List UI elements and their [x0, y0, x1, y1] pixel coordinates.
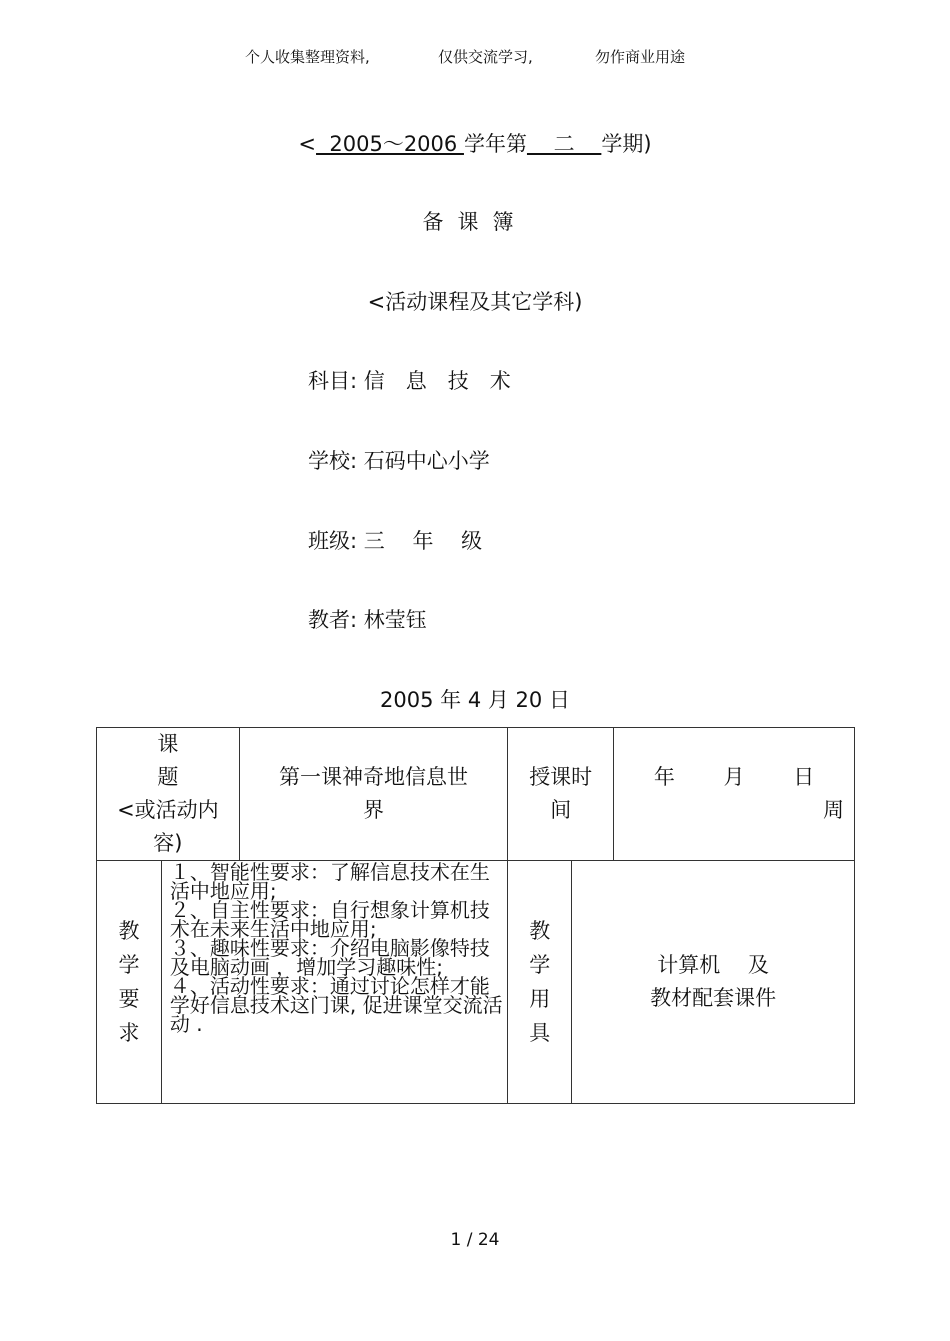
- term-number: 二: [526, 132, 602, 156]
- teacher-value: 林莹钰: [363, 608, 427, 632]
- tools-value-line: 计算机 及: [657, 953, 769, 977]
- requirements-cell: [161, 861, 507, 1104]
- requirement-item: １、智能性要求：了解信息技术在生活中地应用;: [169, 860, 490, 903]
- subject-field: [308, 365, 511, 395]
- tools-label-char: 学: [529, 953, 551, 977]
- time-label-cell: [508, 728, 614, 861]
- requirements-label-cell: [97, 861, 162, 1104]
- class-field: [308, 525, 482, 555]
- requirement-item: ４、活动性要求：通过讨论怎样才能学好信息技术这门课, 促进课堂交流活动 .: [169, 974, 503, 1036]
- term-suffix: 学期): [601, 132, 652, 156]
- lesson-plan-table: [96, 727, 855, 1104]
- topic-label-line: 容): [153, 831, 183, 855]
- topic-label-line: 课: [157, 732, 179, 756]
- topic-value-cell: [239, 728, 508, 861]
- teacher-label: 教者:: [308, 608, 358, 632]
- subject-value: 信 息 技 术: [363, 369, 511, 393]
- header-note-1: 个人收集整理资料,: [245, 48, 370, 66]
- topic-value-line: 第一课神奇地信息世: [279, 765, 469, 789]
- school-label: 学校:: [308, 449, 358, 473]
- table-row: [97, 728, 855, 861]
- class-value: 三 年 级: [363, 529, 483, 553]
- time-label-line: 授课时: [529, 765, 593, 789]
- requirement-item: ２、自主性要求：自行想象计算机技术在未来生活中地应用;: [169, 898, 490, 941]
- subject-label: 科目:: [308, 369, 358, 393]
- term-prefix: <: [298, 132, 317, 156]
- time-value-week: 周: [823, 798, 844, 822]
- time-value-cell: [614, 728, 855, 861]
- requirement-item: ３、趣味性要求：介绍电脑影像特技及电脑动画 ，增加学习趣味性;: [169, 936, 490, 979]
- academic-term: [0, 128, 950, 158]
- term-years: 2005～2006: [316, 132, 464, 156]
- req-label-char: 要: [118, 987, 140, 1011]
- time-label-line: 间: [550, 798, 572, 822]
- class-label: 班级:: [308, 529, 358, 553]
- time-value-date: 年 月 日: [653, 765, 815, 789]
- topic-label-cell: [97, 728, 240, 861]
- tools-label-char: 具: [529, 1021, 551, 1045]
- term-mid: 学年第: [463, 132, 527, 156]
- tools-label-char: 用: [529, 987, 551, 1011]
- req-label-char: 学: [118, 953, 140, 977]
- req-label-char: 求: [118, 1021, 140, 1045]
- topic-label-line: 题: [157, 765, 179, 789]
- header-note-2: 仅供交流学习,: [438, 48, 533, 66]
- teacher-field: [308, 604, 427, 634]
- req-label-char: 教: [118, 919, 140, 943]
- tools-label-char: 教: [529, 919, 551, 943]
- school-field: [308, 445, 490, 475]
- document-date: 2005 年 4 月 20 日: [380, 688, 570, 712]
- school-value: 石码中心小学: [363, 449, 490, 473]
- topic-value-line: 界: [363, 798, 385, 822]
- tools-value-cell: [572, 861, 855, 1104]
- page-subtitle: <活动课程及其它学科): [367, 290, 583, 314]
- table-row: [97, 861, 855, 1104]
- header-note-3: 勿作商业用途: [595, 48, 686, 66]
- tools-label-cell: [508, 861, 572, 1104]
- tools-value-line: 教材配套课件: [650, 986, 777, 1010]
- page-title: 备课簿: [422, 210, 528, 234]
- topic-label-line: <或活动内: [117, 798, 219, 822]
- page-number: 1 / 24: [450, 1230, 500, 1250]
